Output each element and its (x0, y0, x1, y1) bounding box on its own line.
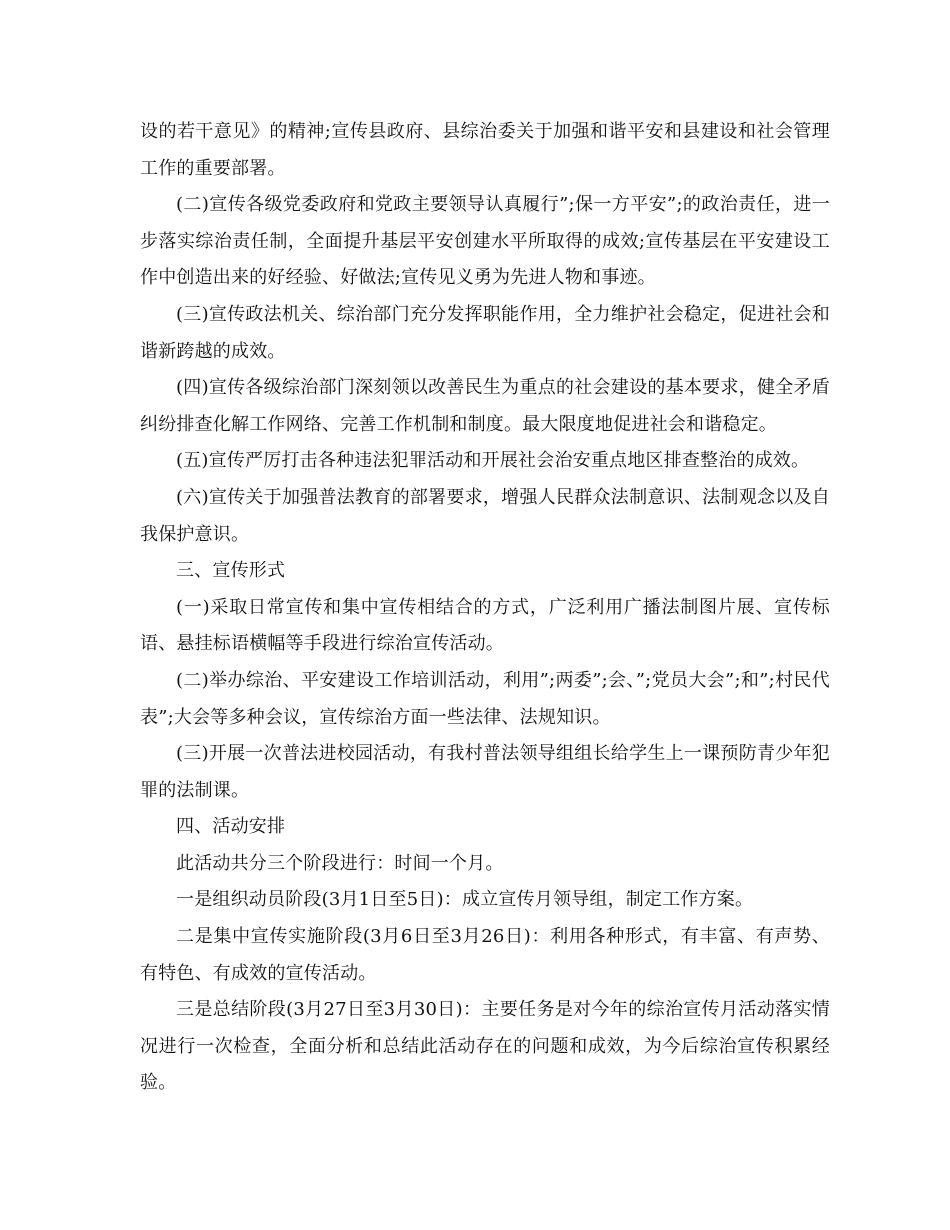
paragraph: 此活动共分三个阶段进行：时间一个月。 (176, 852, 504, 874)
paragraph: (五)宣传严厉打击各种违法犯罪活动和开展社会治安重点地区排查整治的成效。 (176, 450, 810, 472)
paragraph: 一是组织动员阶段(3月1日至5日)：成立宣传月领导组，制定工作方案。 (176, 889, 754, 911)
paragraph: (二)宣传各级党委政府和党政主要领导认真履行”;保一方平安”;的政治责任，进一步落实综治责任制，全面提升基层平安创建水平所取得的成效;宣传基层在平安建设工作中创造出来的好经验、好做法;宣传见义勇为先进人物和事迹。 (140, 194, 830, 289)
paragraph: (一)采取日常宣传和集中宣传相结合的方式，广泛利用广播法制图片展、宣传标语、悬挂标语横幅等手段进行综治宣传活动。 (140, 596, 830, 655)
paragraph: (三)开展一次普法进校园活动，有我村普法领导组组长给学生上一课预防青少年犯罪的法制课。 (140, 743, 830, 801)
paragraph: (六)宣传关于加强普法教育的部署要求，增强人民群众法制意识、法制观念以及自我保护意识。 (140, 486, 830, 545)
paragraph: 设的若干意见》的精神;宣传县政府、县综治委关于加强和谐平安和县建设和社会管理工作的重要部署。 (140, 121, 830, 179)
document-body (140, 114, 830, 1102)
paragraph: 二是集中宣传实施阶段(3月6日至3月26日)：利用各种形式，有丰富、有声势、有特色、有成效的宣传活动。 (140, 926, 830, 984)
paragraph: (三)宣传政法机关、综治部门充分发挥职能作用，全力维护社会稳定，促进社会和谐新跨越的成效。 (140, 303, 830, 362)
paragraph: (二)举办综治、平安建设工作培训活动，利用”;两委”;会、”;党员大会”;和”;村民代表”;大会等多种会议，宣传综治方面一些法律、法规知识。 (140, 669, 830, 728)
section-heading: 三、宣传形式 (176, 560, 286, 582)
paragraph: (四)宣传各级综治部门深刻领以改善民生为重点的社会建设的基本要求，健全矛盾纠纷排查化解工作网络、完善工作机制和制度。最大限度地促进社会和谐稳定。 (140, 377, 830, 435)
paragraph: 三是总结阶段(3月27日至3月30日)：主要任务是对今年的综治宣传月活动落实情况进行一次检查，全面分析和总结此活动存在的问题和成效，为今后综治宣传积累经验。 (140, 999, 830, 1094)
section-heading: 四、活动安排 (176, 816, 286, 838)
